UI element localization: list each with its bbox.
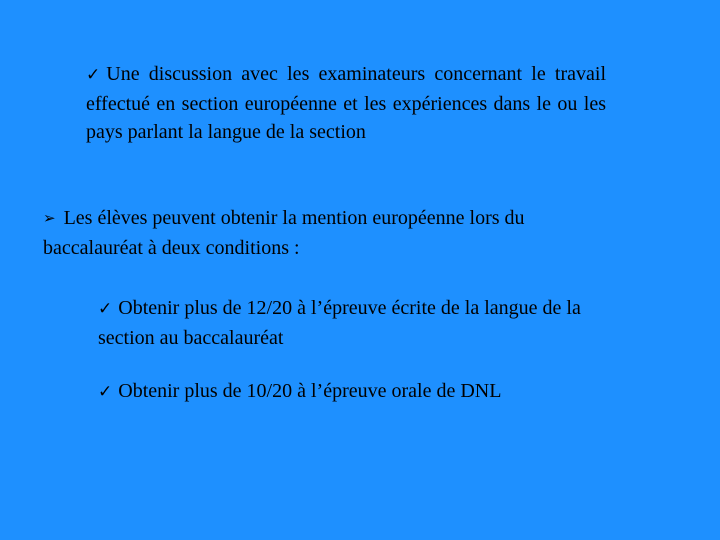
sub-bullet-discussion-text: Une discussion avec les examinateurs concernant le travail effectué en section européenne et les expériences dans le ou les pays parlant la langue de la section — [86, 63, 606, 143]
bullet-mention-europeenne — [43, 204, 623, 262]
checkmark-icon: ✓ — [98, 382, 113, 402]
checkmark-icon: ✓ — [98, 299, 113, 319]
sub-bullet-condition-ecrite-text: Obtenir plus de 12/20 à l’épreuve écrite de la langue de la section au baccalauréat — [98, 297, 581, 349]
checkmark-icon: ✓ — [86, 65, 101, 85]
sub-bullet-condition-ecrite — [98, 294, 638, 352]
arrow-right-icon: ➢ — [43, 209, 56, 227]
bullet-mention-europeenne-text: Les élèves peuvent obtenir la mention européenne lors du baccalauréat à deux conditions : — [43, 207, 525, 259]
sub-bullet-condition-orale — [98, 377, 638, 407]
sub-bullet-discussion — [86, 60, 606, 147]
sub-bullet-condition-orale-text: Obtenir plus de 10/20 à l’épreuve orale de DNL — [118, 380, 502, 402]
